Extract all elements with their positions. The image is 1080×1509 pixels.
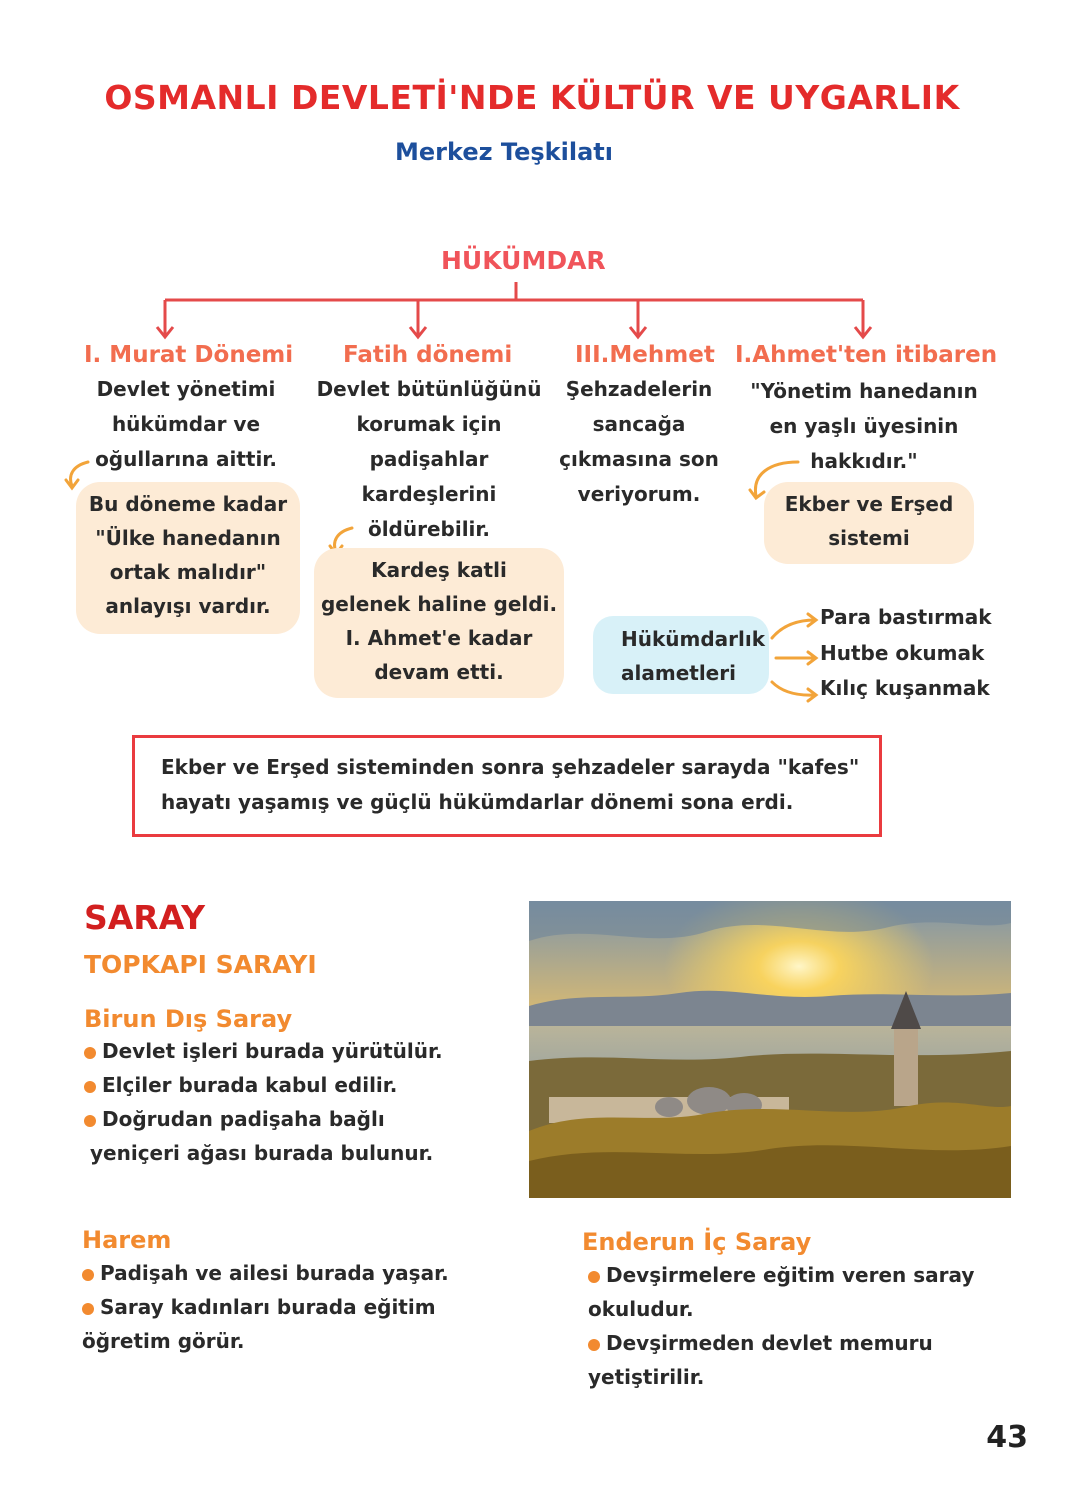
note-murat [76, 482, 300, 634]
text-line: kardeşlerini [361, 482, 497, 506]
list-item-text: Padişah ve ailesi burada yaşar. [100, 1261, 449, 1285]
note-line: Ekber ve Erşed [784, 492, 954, 516]
topkapi-palace-photo [529, 901, 1011, 1198]
symbol-item: Hutbe okumak [820, 641, 985, 665]
callout-box [132, 735, 882, 837]
text-line: oğullarına aittir. [95, 447, 277, 471]
list-item [82, 1290, 522, 1324]
list-item-text: Devlet işleri burada yürütülür. [102, 1039, 443, 1063]
note-line: devam etti. [374, 660, 504, 684]
enderun-list [588, 1258, 1028, 1394]
column-heading-murat: I. Murat Dönemi [84, 342, 294, 368]
symbols-label-line: Hükümdarlık [621, 627, 766, 651]
list-item-text: Devşirmelere eğitim veren saray [606, 1263, 975, 1287]
harem-list [82, 1256, 522, 1358]
list-item [84, 1034, 514, 1068]
note-fatih [314, 548, 564, 698]
note-line: gelenek haline geldi. [320, 592, 558, 616]
note-ahmet [764, 482, 974, 564]
note-line: sistemi [828, 526, 910, 550]
list-item [84, 1136, 514, 1170]
page-title: OSMANLI DEVLETİ'NDE KÜLTÜR VE UYGARLIK [104, 78, 960, 117]
list-item-text: öğretim görür. [82, 1329, 245, 1353]
page-number: 43 [986, 1420, 1028, 1455]
text-line: çıkmasına son [559, 447, 719, 471]
list-item [588, 1258, 1028, 1292]
symbol-item: Kılıç kuşanmak [820, 676, 990, 700]
text-line: hakkıdır." [810, 449, 918, 473]
text-line: korumak için [356, 412, 502, 436]
note-line: Kardeş katli [371, 558, 507, 582]
text-line: hükümdar ve [111, 412, 261, 436]
list-item [588, 1292, 1028, 1326]
list-item [84, 1102, 514, 1136]
list-item [82, 1256, 522, 1290]
list-item-text: Devşirmeden devlet memuru [606, 1331, 933, 1355]
bullet-dot [588, 1271, 600, 1283]
callout-line: Ekber ve Erşed sisteminden sonra şehzadeler sarayda "kafes" [161, 755, 860, 779]
section-title: SARAY [84, 898, 205, 937]
list-item-text: Elçiler burada kabul edilir. [102, 1073, 398, 1097]
text-line: Devlet yönetimi [96, 377, 276, 401]
list-item-text: yeniçeri ağası burada bulunur. [90, 1141, 434, 1165]
bullet-dot [84, 1081, 96, 1093]
text-line: Şehzadelerin [565, 377, 713, 401]
column-text-murat [84, 372, 288, 477]
note-line: I. Ahmet'e kadar [345, 626, 533, 650]
text-line: padişahlar [369, 447, 489, 471]
bullet-dot [82, 1303, 94, 1315]
page-subtitle: Merkez Teşkilatı [395, 138, 613, 166]
birun-heading: Birun Dış Saray [84, 1005, 293, 1033]
symbol-item: Para bastırmak [820, 605, 992, 629]
section-subtitle: TOPKAPI SARAYI [84, 950, 317, 979]
callout-line: hayatı yaşamış ve güçlü hükümdarlar dönemi sona erdi. [161, 790, 794, 814]
list-item [588, 1326, 1028, 1360]
column-heading-fatih: Fatih dönemi [343, 342, 513, 368]
diagram-root: HÜKÜMDAR [441, 246, 606, 275]
note-line: ortak malıdır" [109, 560, 267, 584]
column-heading-mehmet: III.Mehmet [575, 342, 715, 368]
note-line: anlayışı vardır. [105, 594, 271, 618]
list-item [588, 1360, 1028, 1394]
enderun-heading: Enderun İç Saray [582, 1228, 812, 1256]
text-line: en yaşlı üyesinin [769, 414, 959, 438]
list-item [82, 1324, 522, 1358]
text-line: veriyorum. [577, 482, 701, 506]
list-item-text: yetiştirilir. [588, 1365, 705, 1389]
list-item-text: okuludur. [588, 1297, 694, 1321]
bullet-dot [84, 1115, 96, 1127]
bullet-dot [84, 1047, 96, 1059]
note-line: "Ülke hanedanın [95, 526, 281, 550]
text-line: "Yönetim hanedanın [750, 379, 978, 403]
note-line: Bu döneme kadar [88, 492, 288, 516]
list-item [84, 1068, 514, 1102]
list-item-text: Doğrudan padişaha bağlı [102, 1107, 385, 1131]
list-item-text: Saray kadınları burada eğitim [100, 1295, 436, 1319]
harem-heading: Harem [82, 1226, 172, 1254]
column-text-ahmet [746, 374, 982, 479]
column-text-fatih [314, 372, 544, 547]
column-text-mehmet [556, 372, 722, 512]
sovereignty-symbols-box [593, 616, 769, 694]
text-line: sancağa [592, 412, 686, 436]
symbols-label-line: alametleri [621, 661, 736, 685]
birun-list [84, 1034, 514, 1170]
column-heading-ahmet: I.Ahmet'ten itibaren [735, 342, 998, 368]
bullet-dot [588, 1339, 600, 1351]
bullet-dot [82, 1269, 94, 1281]
text-line: Devlet bütünlüğünü [316, 377, 542, 401]
text-line: öldürebilir. [367, 517, 491, 541]
